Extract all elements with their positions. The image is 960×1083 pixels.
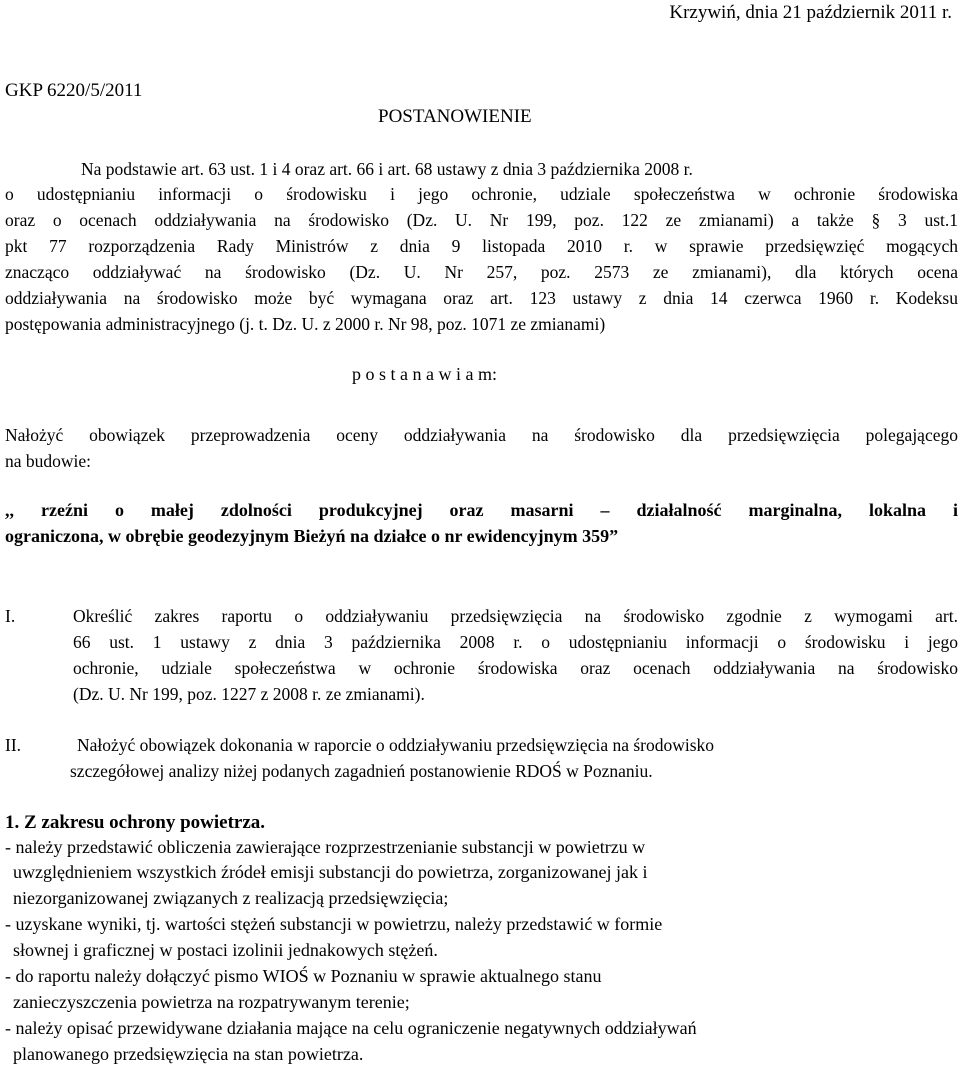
legal-basis-line: o udostępnianiu informacji o środowisku i jego ochronie, udziale społeczeństwa w ochronie środowiska [5,184,958,204]
legal-basis-line: znacząco oddziaływać na środowisko (Dz. U. Nr 257, poz. 2573 ze zmianami), dla których ocena [5,262,958,282]
point-number: I. [5,606,16,626]
obligation-line: na budowie: [5,451,92,471]
list-item-continuation: niezorganizowanej związanych z realizacją przedsięwzięcia; [13,888,449,908]
list-item: - należy przedstawić obliczenia zawierające rozprzestrzenianie substancji w powietrzu w [5,837,646,857]
legal-basis-line: oddziaływania na środowisko może być wymagana oraz art. 123 ustawy z dnia 14 czerwca 1960 r. Kodeksu [5,288,958,308]
point-line: ochronie, udziale społeczeństwa w ochronie środowiska oraz ocenach oddziaływania na środowisko [73,658,958,678]
place-date: Krzywiń, dnia 21 październik 2011 r. [669,2,952,23]
document-title: POSTANOWIENIE [378,106,532,127]
point-line: szczegółowej analizy niżej podanych zagadnień postanowienie RDOŚ w Poznaniu. [70,761,653,781]
legal-basis-line: pkt 77 rozporządzenia Rady Ministrów z dnia 9 listopada 2010 r. w sprawie przedsięwzięć mogących [5,236,958,256]
point-line: Nałożyć obowiązek dokonania w raporcie o oddziaływaniu przedsięwzięcia na środowisko [77,735,715,755]
point-line: Określić zakres raportu o oddziaływaniu przedsięwzięcia na środowisko zgodnie z wymogami art. [73,606,958,626]
point-line: (Dz. U. Nr 199, poz. 1227 z 2008 r. ze zmianami). [73,684,425,704]
list-item-continuation: słownej i graficznej w postaci izolinii jednakowych stężeń. [13,940,438,960]
list-item-continuation: planowanego przedsięwzięcia na stan powietrza. [13,1044,364,1064]
legal-basis-line: oraz o ocenach oddziaływania na środowisko (Dz. U. Nr 199, poz. 122 ze zmianami) a także § 3 ust.1 [5,210,958,230]
list-item: - należy opisać przewidywane działania mające na celu ograniczenie negatywnych oddziaływań [5,1018,697,1038]
project-line: ograniczona, w obrębie geodezyjnym Bieżyń na działce o nr ewidencyjnym 359” [5,526,619,546]
list-item-continuation: zanieczyszczenia powietrza na rozpatrywanym terenie; [13,992,410,1012]
legal-basis-line: postępowania administracyjnego (j. t. Dz. U. z 2000 r. Nr 98, poz. 1071 ze zmianami) [5,314,606,334]
reference-number: GKP 6220/5/2011 [5,80,143,101]
point-line: 66 ust. 1 ustawy z dnia 3 października 2008 r. o udostępnianiu informacji o środowisku i jego [73,632,958,652]
list-item: - uzyskane wyniki, tj. wartości stężeń substancji w powietrzu, należy przedstawić w formie [5,914,663,934]
obligation-line: Nałożyć obowiązek przeprowadzenia oceny oddziaływania na środowisko dla przedsięwzięcia polegającego [5,425,958,445]
decision-heading: p o s t a n a w i a m: [352,364,497,384]
list-item-continuation: uwzględnieniem wszystkich źródeł emisji substancji do powietrza, zorganizowanej jak i [13,862,648,882]
section-heading: 1. Z zakresu ochrony powietrza. [5,812,266,833]
list-item: - do raportu należy dołączyć pismo WIOŚ w Poznaniu w sprawie aktualnego stanu [5,966,602,986]
legal-basis-line: Na podstawie art. 63 ust. 1 i 4 oraz art. 66 i art. 68 ustawy z dnia 3 października 2008 r. [81,159,693,179]
point-number: II. [5,735,22,755]
project-line: ,, rzeźni o małej zdolności produkcyjnej oraz masarni – działalność marginalna, lokalna i [5,500,958,520]
